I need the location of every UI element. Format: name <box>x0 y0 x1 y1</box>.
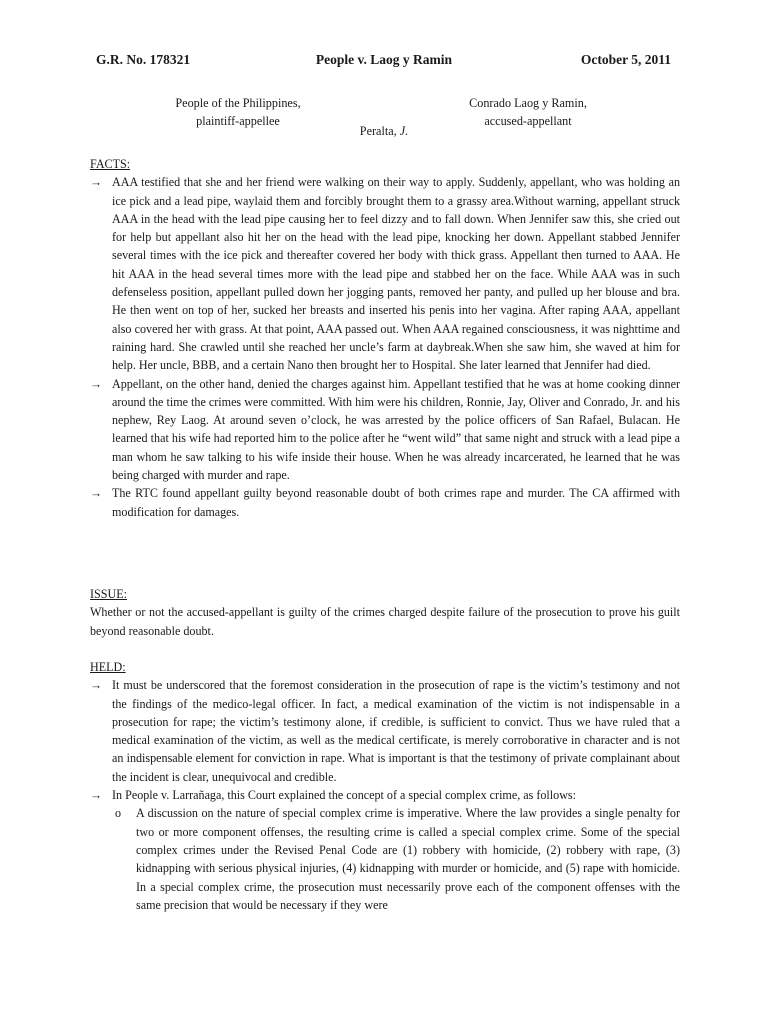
fact-text: AAA testified that she and her friend were walking on their way to apply. Suddenly, appellant, who was holding an ice pick and a lead pipe, waylaid them and forcibly brought them to a grassy area.Without warning, appellant struck AAA in the head with the lead pipe causing her to feel dizzy and to fall down. When Jennifer saw this, she cried out for help but appellant also hit her on the head with the lead pipe, knocking her down. Appellant stabbed Jennifer several times with the ice pick and thereafter covered her body with thick grass. Appellant then turned to AAA. He hit AAA in the head several times more with the lead pipe and stabbed her on the face. While AAA was in such defenseless position, appellant pulled down her jogging pants, removed her panty, and pulled up her blouse and bra. He then went on top of her, sucked her breasts and inserted his penis into her vagina. After raping AAA, appellant also covered her with grass. At that point, AAA passed out. When AAA regained consciousness, it was nighttime and raining hard. She crawled until she reached her uncle’s farm at daybreak.When she saw him, she waved at him for help. Her uncle, BBB, and a certain Nano then brought her to Hospital. She later learned that Jennifer had died. <box>112 175 680 373</box>
arrow-bullet-icon: → <box>90 376 103 391</box>
accused-name: Conrado Laog y Ramin, <box>469 96 587 110</box>
arrow-bullet-icon: → <box>90 788 103 803</box>
facts-section <box>90 155 680 521</box>
list-item <box>90 786 680 914</box>
case-title: People v. Laog y Ramin <box>315 52 453 67</box>
facts-list <box>90 173 680 521</box>
plaintiff-name: People of the Philippines, <box>175 96 301 110</box>
accused-role: accused-appellant <box>484 114 572 128</box>
decision-date: October 5, 2011 <box>580 52 671 67</box>
plaintiff-role: plaintiff-appellee <box>196 114 280 128</box>
justice-title: J. <box>399 124 409 138</box>
held-text: In People v. Larrañaga, this Court explained the concept of a special complex crime, as follows: <box>112 788 576 803</box>
list-item <box>90 375 680 485</box>
held-list <box>90 676 680 914</box>
circle-bullet-icon: o <box>115 806 122 821</box>
facts-heading: FACTS: <box>90 157 131 171</box>
list-item <box>90 676 680 786</box>
fact-text: Appellant, on the other hand, denied the charges against him. Appellant testified that he was at home cooking dinner around the time the crimes were committed. With him were his children, Ronnie, Jay, Oliver and Conrado, Jr. and his nephew, Rey Laog. At around seven o’clock, he was arrested by the police officers of San Rafael, Bulacan. He learned that his wife had reported him to the police after he “went wild” that same night and struck with a lead pipe a man whom he saw talking to his wife inside their house. When he was already incarcerated, he learned that he was being charged with murder and rape. <box>112 376 680 483</box>
fact-text: The RTC found appellant guilty beyond reasonable doubt of both crimes rape and murder. The CA affirmed with modification for damages. <box>112 486 680 519</box>
held-section <box>90 658 680 914</box>
ponente <box>0 124 768 139</box>
list-item <box>90 484 680 521</box>
issue-heading: ISSUE: <box>90 587 127 601</box>
justice-name: Peralta, <box>359 124 397 138</box>
held-text: It must be underscored that the foremost consideration in the prosecution of rape is the victim’s testimony and not the findings of the medico-legal officer. In fact, a medical examination of the victim is not indispensable in a prosecution for rape; the victim’s testimony alone, if credible, is sufficient to convict. Thus we have ruled that a medical examination of the victim, as well as the medical certificate, is merely corroborative in character and is not an indispensable element for conviction in rape. What is important is that the testimony of private complainant about the incident is clear, unequivocal and credible. <box>112 678 680 784</box>
issue-text: Whether or not the accused-appellant is guilty of the crimes charged despite failure of the prosecution to prove his guilt beyond reasonable doubt. <box>90 605 680 638</box>
held-subtext: A discussion on the nature of special complex crime is imperative. Where the law provides a single penalty for two or more component offenses, the resulting crime is called a special complex crime. Some of the special complex crimes under the Revised Penal Code are (1) robbery with homicide, (2) robbery with rape, (3) kidnapping with serious physical injuries, (4) kidnapping with murder or homicide, and (5) rape with homicide. In a special complex crime, the prosecution must necessarily prove each of the component offenses with the same precision that would be necessary if they were <box>136 806 680 912</box>
issue-section <box>90 585 680 640</box>
arrow-bullet-icon: → <box>90 175 103 190</box>
held-heading: HELD: <box>90 660 126 674</box>
arrow-bullet-icon: → <box>90 678 103 693</box>
held-sublist <box>112 804 680 914</box>
list-item <box>112 804 680 914</box>
list-item <box>90 173 680 374</box>
arrow-bullet-icon: → <box>90 486 103 501</box>
gr-number: G.R. No. 178321 <box>96 52 191 67</box>
